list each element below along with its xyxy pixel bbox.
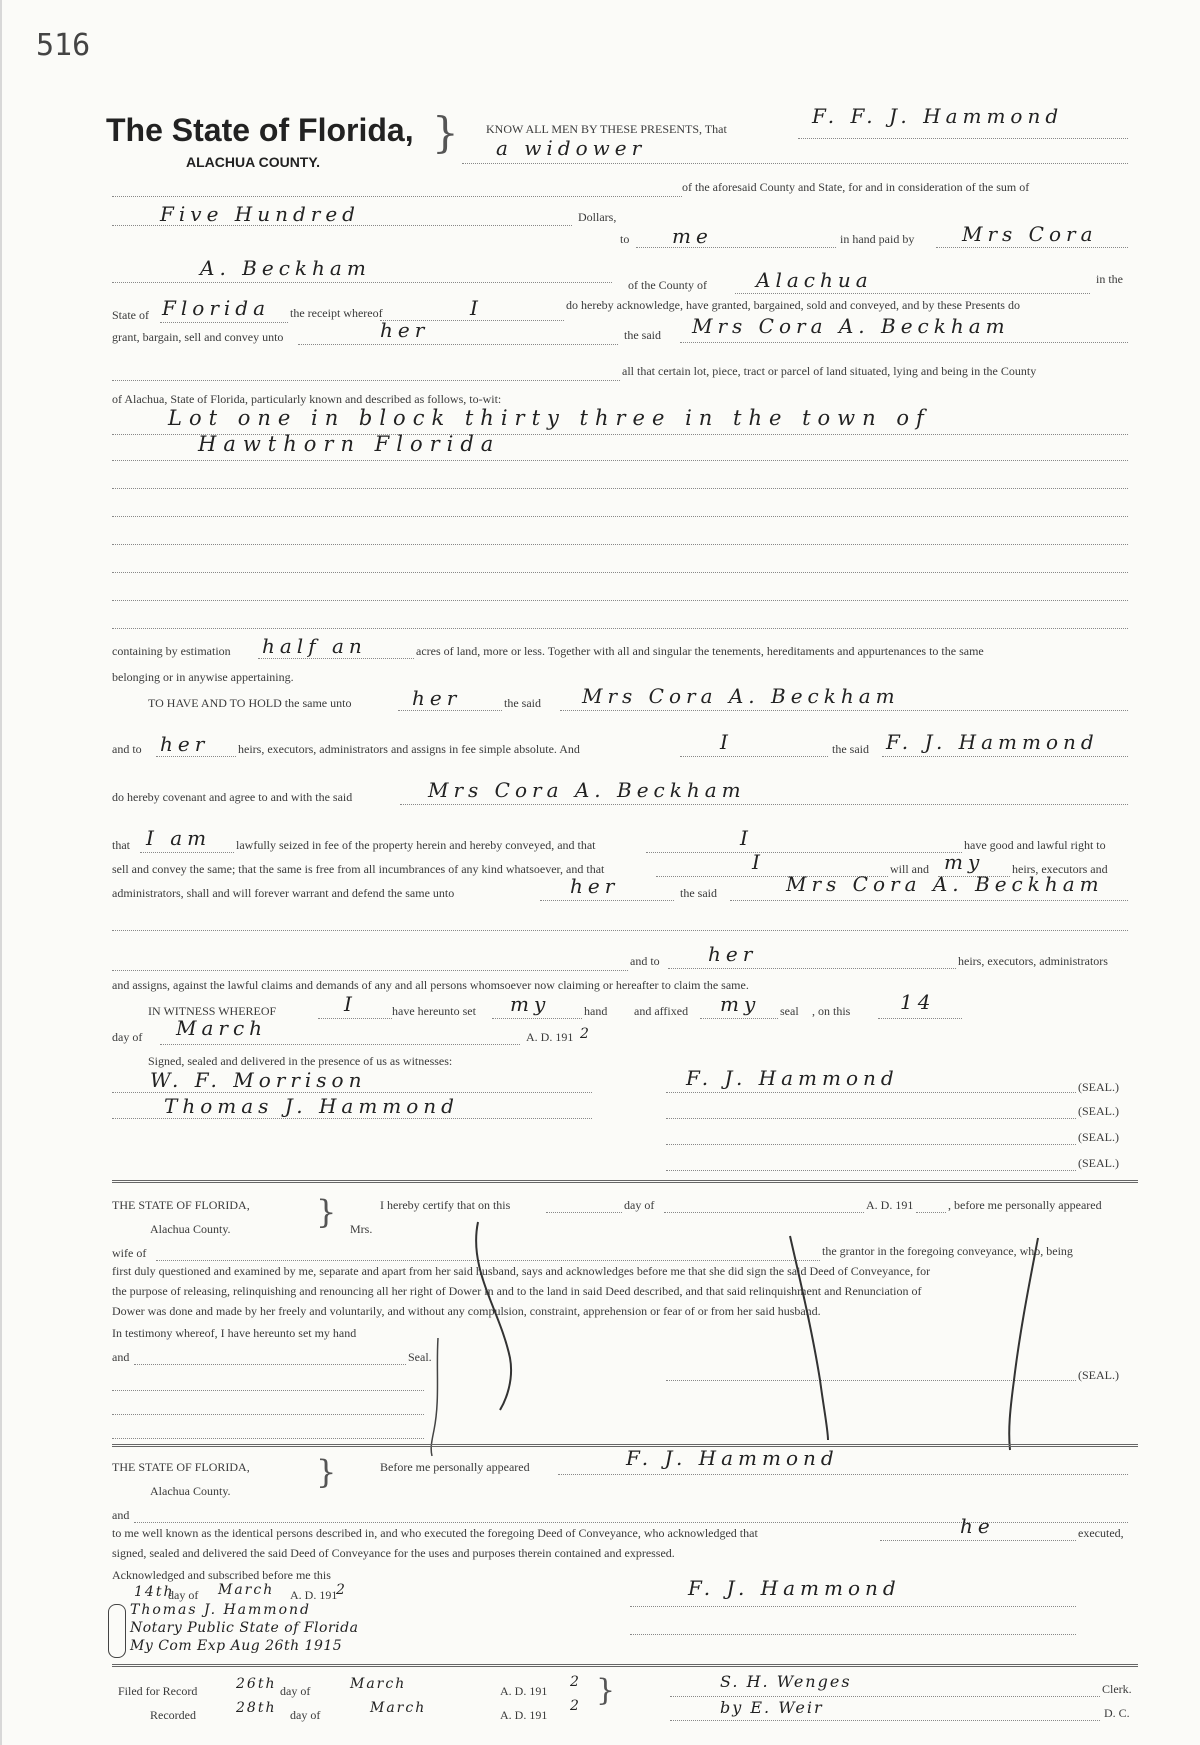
printed-text: (SEAL.) [1078,1130,1119,1144]
printed-text: A. D. 191 [290,1588,338,1602]
printed-text: Alachua County. [150,1222,231,1236]
hw-ack-month: March [218,1582,275,1598]
printed-text: the said [624,328,661,342]
hw-unto: her [380,318,430,342]
printed-text: in hand paid by [840,232,915,246]
hw-recorded-day: 28th [236,1700,277,1716]
hw-and-i: I [720,730,733,754]
hw-estimation: half an [262,634,367,658]
printed-text: that [112,838,130,852]
printed-text: THE STATE OF FLORIDA, [112,1460,250,1474]
printed-text: the receipt whereof [290,306,383,320]
hw-that-i-am: I am [146,826,212,850]
printed-text: and [112,1508,130,1522]
hw-signature: F. J. Hammond [686,1066,899,1090]
hw-and-that-i-2: I [752,850,765,874]
hw-clerk-name: S. H. Wenges [720,1672,852,1691]
printed-text: (SEAL.) [1078,1104,1119,1118]
printed-text: State of [112,308,149,322]
brace-glyph: } [596,1673,616,1708]
hw-filed-day: 26th [236,1676,277,1692]
printed-text: Dollars, [578,210,617,224]
know-all-text: KNOW ALL MEN BY THESE PRESENTS, That [486,122,727,136]
hw-witness-i: I [344,992,357,1016]
printed-text: I hereby certify that on this [380,1198,511,1212]
printed-text: to me well known as the identical persons described in, and who executed the foregoing Deed of Conveyance, who acknowledged that [112,1526,758,1540]
dotted-fill-line [670,1720,1100,1721]
hw-recorded-month: March [370,1700,427,1716]
printed-text: the said [832,742,869,756]
hw-month: March [176,1016,268,1040]
printed-text: Acknowledged and subscribed before me this [112,1568,331,1582]
hw-ack-signature: F. J. Hammond [688,1576,901,1600]
printed-text: belonging or in anywise appertaining. [112,670,294,684]
hw-ack-he: he [960,1514,995,1538]
hw-filed-month: March [350,1676,407,1692]
printed-text: have hereunto set [392,1004,476,1018]
hw-set-my: my [510,992,551,1016]
printed-text: and [112,1350,130,1364]
printed-text: grant, bargain, sell and convey unto [112,330,284,344]
hw-notary-3: My Com Exp Aug 26th 1915 [130,1638,343,1654]
hw-witness-1: W. F. Morrison [150,1068,367,1092]
hw-to-whom: me [672,224,713,248]
printed-text: do hereby acknowledge, have granted, bargained, sold and conveyed, and by these Presents do [566,298,1020,312]
dotted-fill-line [630,1634,1076,1635]
hw-grantee-cont: A. Beckham [200,256,371,280]
printed-text: and affixed [634,1004,689,1018]
hw-grantor: F. F. J. Hammond [812,104,1064,128]
printed-text: (SEAL.) [1078,1080,1119,1094]
printed-text: day of [290,1708,321,1722]
printed-text: Before me personally appeared [380,1460,530,1474]
section-divider [112,1444,1138,1447]
printed-text: heirs, executors, administrators and assigns in fee simple absolute. And [238,742,580,756]
printed-text: the said [680,886,717,900]
printed-text: first duly questioned and examined by me, separate and apart from her said husband, says and acknowledges before me that she did sign the said Deed of Conveyance, for [112,1264,931,1278]
printed-text: Filed for Record [118,1684,198,1698]
printed-text: day of [624,1198,655,1212]
printed-text: executed, [1078,1526,1124,1540]
printed-text: containing by estimation [112,644,231,658]
hw-covenant-with: Mrs Cora A. Beckham [428,778,746,802]
hw-sum: Five Hundred [160,202,360,226]
hw-said-grantor: F. J. Hammond [886,730,1099,754]
printed-text: the grantor in the foregoing conveyance, who, being [822,1244,1073,1258]
hw-widower: a widower [496,136,647,160]
printed-text: Dower was done and made by her freely and voluntarily, and without any compulsion, constraint, apprehension or fear of or from her said husband. [112,1304,821,1318]
printed-text: A. D. 191 [866,1198,914,1212]
hw-defend-unto: her [570,874,620,898]
notary-seal-mark [108,1604,126,1658]
hw-ack-day: 14th [134,1584,175,1600]
dotted-fill-line [880,1540,1076,1541]
hw-have-hold-unto: her [412,686,462,710]
dotted-fill-line [558,1474,1128,1475]
hw-the-said-name: Mrs Cora A. Beckham [692,314,1010,338]
printed-text: to [620,232,630,246]
header-brace: } [432,108,459,157]
hw-and-to-her: her [160,732,210,756]
hw-desc-line2: Hawthorn Florida [198,432,501,456]
printed-text: the said [504,696,541,710]
hw-on-day: 14 [900,990,936,1014]
printed-text: D. C. [1104,1706,1130,1720]
printed-text: Alachua County. [150,1484,231,1498]
printed-text: , on this [812,1004,851,1018]
printed-text: (SEAL.) [1078,1156,1119,1170]
printed-text: , before me personally appeared [948,1198,1102,1212]
hw-state: Florida [162,296,270,320]
printed-text: Seal. [408,1350,432,1364]
hw-receipt-by: I [470,296,483,320]
printed-text: day of [280,1684,311,1698]
hw-witness-2: Thomas J. Hammond [164,1094,459,1118]
printed-text: IN WITNESS WHEREOF [148,1004,277,1018]
hw-my-heirs: my [944,850,985,874]
printed-text: A. D. 191 [526,1030,574,1044]
hw-desc-line1: Lot one in block thirty three in the town of [168,406,931,430]
brace-glyph: } [316,1453,337,1491]
printed-text: have good and lawful right to [964,838,1106,852]
printed-text: will and [890,862,929,876]
printed-text: all that certain lot, piece, tract or parcel of land situated, lying and being in the County [622,364,1037,378]
printed-text: acres of land, more or less. Together with all and singular the tenements, hereditaments and appurtenances to the same [416,644,984,658]
hw-have-hold-said: Mrs Cora A. Beckham [582,684,900,708]
printed-text: of Alachua, State of Florida, particularly known and described as follows, to-wit: [112,392,502,406]
printed-text: of the aforesaid County and State, for and in consideration of the sum of [682,180,1030,194]
printed-text: in the [1096,272,1123,286]
printed-text: seal [780,1004,799,1018]
printed-text: wife of [112,1246,147,1260]
page-number: 516 [36,28,91,63]
printed-text: sell and convey the same; that the same is free from all incumbrances of any kind whatsoever, and that [112,862,605,876]
county-title: ALACHUA COUNTY. [186,154,321,170]
brace-glyph: } [316,1193,337,1231]
hw-year-digit: 2 [580,1026,591,1042]
printed-text: Signed, sealed and delivered in the presence of us as witnesses: [148,1054,453,1068]
printed-text: Clerk. [1102,1682,1132,1696]
printed-text: THE STATE OF FLORIDA, [112,1198,250,1212]
printed-text: of the County of [628,278,707,292]
printed-text: and assigns, against the lawful claims and demands of any and all persons whomsoever now claiming or hereafter to claim the same. [112,978,749,992]
printed-text: day of [112,1030,143,1044]
printed-text: hand [584,1004,608,1018]
hw-recorded-year: 2 [570,1698,581,1714]
printed-text: Recorded [150,1708,196,1722]
printed-text: signed, sealed and delivered the said Deed of Conveyance for the uses and purposes therein contained and expressed. [112,1546,675,1560]
printed-text: (SEAL.) [1078,1368,1119,1382]
printed-text: day of [168,1588,199,1602]
hw-affixed-my: my [720,992,761,1016]
printed-text: and to [630,954,660,968]
hw-and-that-i: I [740,826,753,850]
dotted-fill-line [670,1696,1100,1697]
hw-dc-name: by E. Weir [720,1698,824,1717]
printed-text: heirs, executors, administrators [958,954,1108,968]
printed-text: heirs, executors and [1012,862,1108,876]
hw-ack-year: 2 [336,1582,347,1598]
hw-notary-2: Notary Public State of Florida [130,1620,359,1636]
state-title: The State of Florida, [106,112,414,148]
printed-text: administrators, shall and will forever warrant and defend the same unto [112,886,455,900]
hw-county: Alachua [756,268,873,292]
printed-text: In testimony whereof, I have hereunto set my hand [112,1326,357,1340]
printed-text: the purpose of releasing, relinquishing and renouncing all her right of Dower in and to the land in said Deed described, and that said relinquishment and Renunciation of [112,1284,922,1298]
printed-text: TO HAVE AND TO HOLD the same unto [148,696,352,710]
hw-defend-said: Mrs Cora A. Beckham [786,872,1104,896]
section-divider [112,1664,1138,1667]
hw-and-to-her-2: her [708,942,758,966]
printed-text: A. D. 191 [500,1684,548,1698]
dotted-fill-line [630,1606,1076,1607]
hw-filed-year: 2 [570,1674,581,1690]
printed-text: A. D. 191 [500,1708,548,1722]
printed-text: lawfully seized in fee of the property herein and hereby conveyed, and that [236,838,596,852]
hw-ack-appeared: F. J. Hammond [626,1446,839,1470]
printed-text: Mrs. [350,1222,373,1236]
printed-text: and to [112,742,142,756]
printed-text: do hereby covenant and agree to and with the said [112,790,353,804]
hw-notary-1: Thomas J. Hammond [130,1602,311,1618]
hw-paid-by: Mrs Cora [962,222,1098,246]
